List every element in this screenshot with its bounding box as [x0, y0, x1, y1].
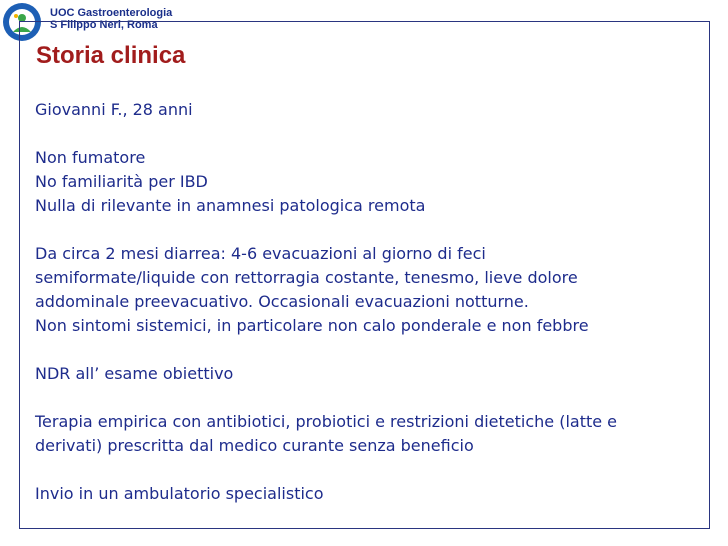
symptoms-line: addominale preevacuativo. Occasionali evacuazioni notturne. [35, 292, 529, 311]
therapy-line: Terapia empirica con antibiotici, probiotici e restrizioni dietetiche (latte e [35, 412, 618, 431]
history-line: Nulla di rilevante in anamnesi patologica remota [35, 196, 426, 215]
spacer [35, 122, 705, 146]
symptoms-line: Non sintomi sistemici, in particolare non calo ponderale e non febbre [35, 316, 589, 335]
spacer [35, 338, 705, 362]
organization-name: UOC Gastroenterologia [50, 7, 173, 19]
slide-title: Storia clinica [36, 42, 186, 69]
therapy-line: derivati) prescritta dal medico curante senza beneficio [35, 436, 474, 455]
history-line: No familiarità per IBD [35, 172, 208, 191]
exam-line: NDR all’ esame obiettivo [35, 364, 234, 383]
spacer [35, 386, 705, 410]
referral-line: Invio in un ambulatorio specialistico [35, 484, 324, 503]
slide-body [35, 98, 705, 506]
symptoms-line: Da circa 2 mesi diarrea: 4-6 evacuazioni al giorno di feci [35, 244, 486, 263]
spacer [35, 218, 705, 242]
organization-location: S Filippo Neri, Roma [50, 19, 158, 31]
history-line: Non fumatore [35, 148, 146, 167]
spacer [35, 458, 705, 482]
symptoms-line: semiformate/liquide con rettorragia costante, tenesmo, lieve dolore [35, 268, 578, 287]
patient-line: Giovanni F., 28 anni [35, 100, 193, 119]
